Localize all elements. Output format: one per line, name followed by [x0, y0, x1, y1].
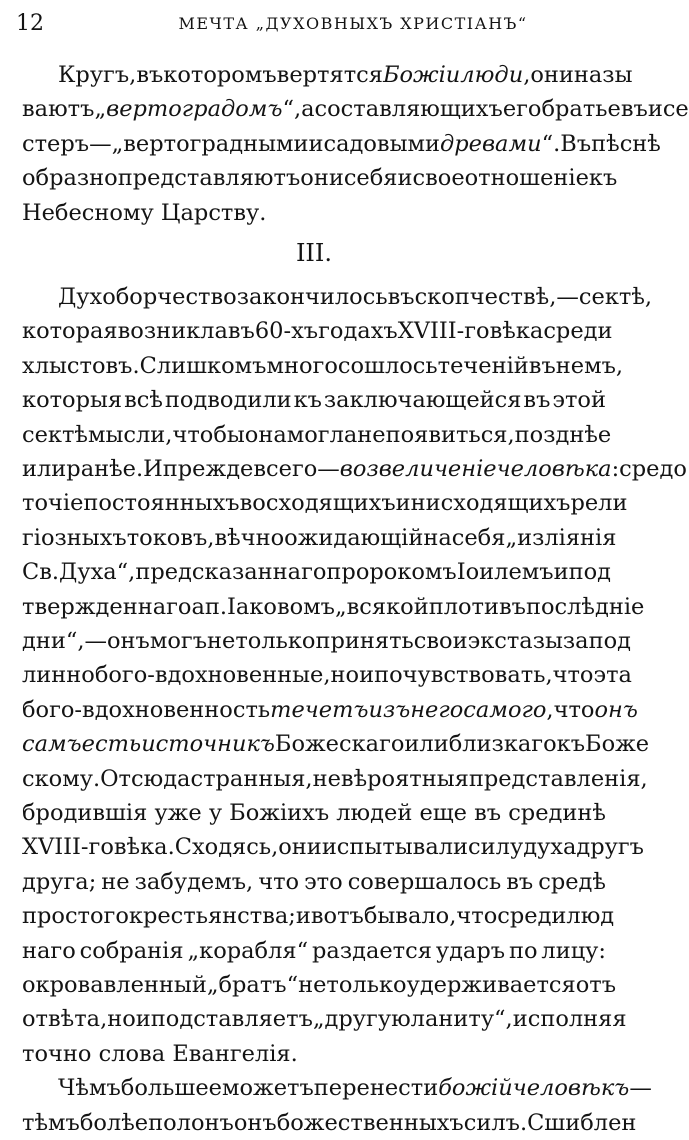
word: и: [647, 96, 663, 123]
word: что: [456, 903, 498, 930]
word: только: [235, 628, 316, 654]
word: себя: [343, 165, 398, 192]
word: въ: [136, 62, 164, 88]
word: близкаго: [448, 731, 557, 758]
word: скому.: [22, 765, 101, 792]
text-line: [58, 280, 653, 314]
word: и: [359, 662, 375, 689]
word: уже: [154, 800, 202, 826]
text-line: [22, 314, 613, 348]
word: что: [552, 662, 594, 689]
text-line: [22, 830, 644, 864]
text-line: [22, 796, 606, 830]
word: странныя,: [190, 765, 313, 792]
text-line: [22, 161, 618, 195]
page-number: 12: [16, 11, 44, 36]
word: Іаковомъ: [227, 593, 335, 620]
word: они: [530, 62, 574, 88]
word: Сходясь,: [174, 834, 279, 861]
word: другъ: [576, 834, 644, 861]
word: еще: [419, 800, 467, 826]
word: сошлось: [337, 352, 438, 379]
word: ударъ: [435, 937, 506, 964]
word: „братъ“: [206, 972, 299, 998]
word: течетъ: [270, 696, 369, 723]
word: токовъ,: [126, 524, 215, 551]
word: только: [326, 972, 407, 998]
word: людей: [336, 800, 413, 826]
word: Божіи: [382, 62, 461, 88]
word: среди: [497, 903, 567, 930]
text-line: [22, 452, 687, 486]
word: ваютъ: [22, 96, 95, 123]
word: “.: [541, 130, 561, 157]
word: появиться,: [385, 421, 515, 448]
word: пѣснѣ: [591, 130, 661, 157]
word: вертятся: [276, 62, 383, 88]
word: въ: [499, 593, 526, 620]
word: не: [207, 628, 236, 654]
word: удерживается: [406, 972, 576, 998]
word: теченій: [437, 352, 529, 379]
running-head: МЕЧТА „ДУХОВНЫХЪ ХРИСТІАНЪ“: [178, 14, 528, 33]
word: большее: [120, 1075, 222, 1102]
word: они: [278, 834, 322, 861]
word: Кругъ,: [58, 62, 137, 88]
word: „изліянія: [505, 524, 617, 551]
word: за: [562, 628, 589, 654]
word: полонъ: [148, 1109, 234, 1136]
text-line: [22, 383, 606, 417]
word: окровавленный: [22, 972, 207, 998]
word: и: [395, 490, 411, 517]
word: ланиту“,: [410, 1006, 513, 1033]
word: бого-вдохновенные,: [94, 662, 331, 689]
word: наго: [22, 937, 76, 964]
word: къ: [588, 165, 618, 192]
text-line: [22, 418, 612, 452]
word: что: [553, 696, 595, 723]
word: вѣка.: [113, 834, 175, 861]
word: она: [244, 421, 287, 448]
word: много: [266, 352, 338, 379]
word: не: [101, 868, 130, 895]
word: тѣмъ: [22, 1109, 80, 1136]
word: мысли,: [88, 421, 173, 448]
word: силъ.: [463, 1109, 528, 1136]
word: которая: [22, 318, 118, 345]
word: могъ: [149, 628, 208, 654]
word: собранія: [79, 937, 184, 964]
word: слова: [98, 1040, 166, 1067]
word: под: [568, 559, 612, 586]
word: среди: [543, 318, 613, 345]
word: годахъ: [318, 318, 398, 345]
word: къ: [556, 731, 586, 758]
text-line: [22, 349, 624, 383]
text-line: [22, 658, 632, 692]
word: самого: [463, 696, 547, 723]
text-line: [22, 486, 628, 520]
word: ранѣе.: [66, 456, 144, 482]
word: заключающейся: [323, 387, 522, 414]
word: средо: [619, 456, 687, 482]
word: почувствовать,: [374, 662, 553, 689]
word: возвеличеніе: [339, 456, 497, 482]
word: пророкомъ: [326, 559, 457, 586]
word: постоянныхъ: [83, 490, 240, 517]
word: испытывали: [321, 834, 469, 861]
word: нисходящихъ: [410, 490, 571, 517]
text-line: [22, 727, 650, 761]
word: плоти: [428, 593, 499, 620]
word: представленія,: [468, 765, 648, 792]
word: что: [258, 868, 300, 895]
word: простого: [22, 903, 129, 930]
word: XVIII-го: [397, 318, 490, 345]
word: Духа“,: [59, 559, 136, 586]
word: него: [410, 696, 464, 723]
word: не: [357, 421, 386, 448]
word: гіозныхъ: [22, 524, 127, 551]
word: раздается: [312, 937, 432, 964]
word: этой: [552, 387, 606, 414]
word: но: [330, 662, 360, 689]
word: вертоградомъ: [106, 96, 283, 123]
word: всего—: [253, 456, 340, 482]
word: Небесному: [22, 199, 154, 226]
word: лицу:: [541, 937, 606, 964]
word: „всякой: [334, 593, 429, 620]
word: онъ: [594, 696, 638, 723]
word: И: [143, 456, 163, 482]
word: а: [301, 96, 315, 123]
word: „: [94, 96, 107, 123]
text-line: [22, 1106, 637, 1140]
word: не: [298, 972, 327, 998]
word: въ: [474, 800, 502, 826]
word: въ: [506, 868, 534, 895]
word: Въ: [560, 130, 592, 157]
word: невѣроятныя: [312, 765, 469, 792]
word: Слишкомъ: [139, 352, 267, 379]
word: се: [662, 96, 689, 123]
word: ожидающій: [284, 524, 424, 551]
text-line: [22, 934, 606, 968]
word: ,: [546, 696, 554, 723]
text-line: [22, 590, 645, 624]
word: „другую: [312, 1006, 411, 1033]
word: Сшиблен: [527, 1109, 637, 1136]
text-line: [22, 899, 615, 933]
word: вотъ: [310, 903, 364, 930]
word: XVIII-го: [22, 834, 114, 861]
word: изъ: [368, 696, 411, 723]
text-line: [22, 968, 617, 1002]
word: люди: [460, 62, 524, 88]
word: у: [208, 800, 223, 826]
word: бывало,: [363, 903, 457, 930]
word: 60-хъ: [254, 318, 319, 345]
word: отвѣта,: [22, 1006, 108, 1033]
text-line: [22, 1002, 627, 1036]
text-line: [22, 762, 648, 796]
word: срединѣ: [508, 800, 606, 826]
word: человѣкъ: [512, 1075, 630, 1102]
word: садовыми: [323, 130, 440, 157]
word: всѣ: [124, 387, 163, 414]
word: „корабля“: [187, 937, 309, 964]
word: дни“,—онъ: [22, 628, 150, 654]
word: Божіихъ: [229, 800, 330, 826]
word: рели: [570, 490, 628, 517]
text-line: [22, 624, 631, 658]
word: древами: [439, 130, 542, 157]
word: восходящихъ: [239, 490, 396, 517]
word: люд: [566, 903, 615, 930]
text-line: [58, 1071, 652, 1105]
word: они: [300, 165, 344, 192]
text-line: [22, 693, 638, 727]
text-line: [22, 127, 661, 161]
word: предсказаннаго: [135, 559, 327, 586]
word: возникла: [117, 318, 228, 345]
word: вѣка: [489, 318, 544, 345]
word: точіе: [22, 490, 84, 517]
word: и: [308, 130, 324, 157]
word: человѣка: [496, 456, 612, 482]
word: духа: [523, 834, 577, 861]
word: друга;: [22, 868, 97, 895]
word: Св.: [22, 559, 60, 586]
word: въ: [227, 318, 255, 345]
word: эта: [593, 662, 632, 689]
word: средѣ: [538, 868, 606, 895]
text-line: [22, 1037, 606, 1071]
word: Чѣмъ: [58, 1075, 121, 1102]
word: его: [502, 96, 542, 123]
word: Боже: [585, 731, 650, 758]
word: это: [304, 868, 343, 895]
word: свое: [412, 165, 465, 192]
word: :: [611, 456, 620, 482]
word: крестьянства;: [128, 903, 296, 930]
word: на: [423, 524, 452, 551]
word: представляютъ: [117, 165, 301, 192]
word: къ: [293, 387, 322, 414]
word: и: [295, 903, 311, 930]
word: но: [107, 1006, 136, 1033]
word: послѣдніе: [525, 593, 645, 620]
word: —: [629, 1075, 652, 1102]
word: принять: [315, 628, 414, 654]
word: составляющихъ: [314, 96, 503, 123]
word: скопчествѣ,—сектѣ,: [414, 284, 653, 310]
word: Божескаго: [274, 731, 405, 758]
text-line: [22, 865, 606, 899]
word: бродившія: [22, 800, 148, 826]
text-line: [22, 92, 689, 126]
word: и: [135, 1006, 151, 1033]
word: Духоборчество: [58, 284, 237, 310]
word: бого-вдохновенность: [22, 696, 271, 723]
word: въ: [387, 284, 415, 310]
word: источникъ: [141, 731, 275, 758]
word: вѣчно: [214, 524, 285, 551]
word: Царству.: [160, 199, 267, 226]
word: Отсюда: [100, 765, 191, 792]
word: перенести: [313, 1075, 439, 1102]
word: болѣе: [79, 1109, 149, 1136]
word: въ: [523, 387, 551, 414]
word: братьевъ: [541, 96, 648, 123]
word: которомъ: [163, 62, 277, 88]
word: Іоилемъ: [456, 559, 554, 586]
word: отъ: [575, 972, 617, 998]
word: исполняя: [512, 1006, 627, 1033]
word: ап.: [191, 593, 228, 620]
word: прежде: [162, 456, 254, 482]
word: ,: [523, 62, 531, 88]
word: забудемъ,: [134, 868, 254, 895]
word: можетъ: [221, 1075, 314, 1102]
word: экстазы: [467, 628, 563, 654]
word: и: [397, 165, 413, 192]
word: и: [553, 559, 569, 586]
word: самъ: [22, 731, 82, 758]
word: онъ: [233, 1109, 277, 1136]
word: есть: [81, 731, 142, 758]
word: или: [22, 456, 67, 482]
text-line: [58, 58, 633, 92]
word: сектѣ: [22, 421, 88, 448]
word: отношеніе: [464, 165, 589, 192]
word: могла: [286, 421, 358, 448]
word: божій: [438, 1075, 513, 1102]
word: силу: [468, 834, 524, 861]
section-heading: III.: [295, 239, 333, 267]
word: точно: [22, 1040, 92, 1067]
text-line: [22, 521, 617, 555]
word: “,: [282, 96, 302, 123]
word: Евангелія.: [172, 1040, 298, 1067]
word: чтобы: [172, 421, 245, 448]
word: немъ,: [555, 352, 624, 379]
word: твержденнаго: [22, 593, 192, 620]
word: или: [404, 731, 449, 758]
word: под: [588, 628, 631, 654]
word: свои: [413, 628, 468, 654]
word: себя: [451, 524, 506, 551]
word: совершалось: [347, 868, 502, 895]
word: подставляетъ: [150, 1006, 313, 1033]
word: назы: [573, 62, 633, 88]
word: хлыстовъ.: [22, 352, 140, 379]
word: по: [508, 937, 538, 964]
word: подводили: [164, 387, 292, 414]
word: закончилось: [236, 284, 388, 310]
text-line: [22, 196, 606, 230]
word: стеръ—„вертоградными: [22, 130, 309, 157]
word: позднѣе: [514, 421, 612, 448]
word: божественныхъ: [276, 1109, 464, 1136]
word: которыя: [22, 387, 123, 414]
word: въ: [528, 352, 556, 379]
word: образно: [22, 165, 118, 192]
word: линно: [22, 662, 95, 689]
text-line: [22, 555, 612, 589]
